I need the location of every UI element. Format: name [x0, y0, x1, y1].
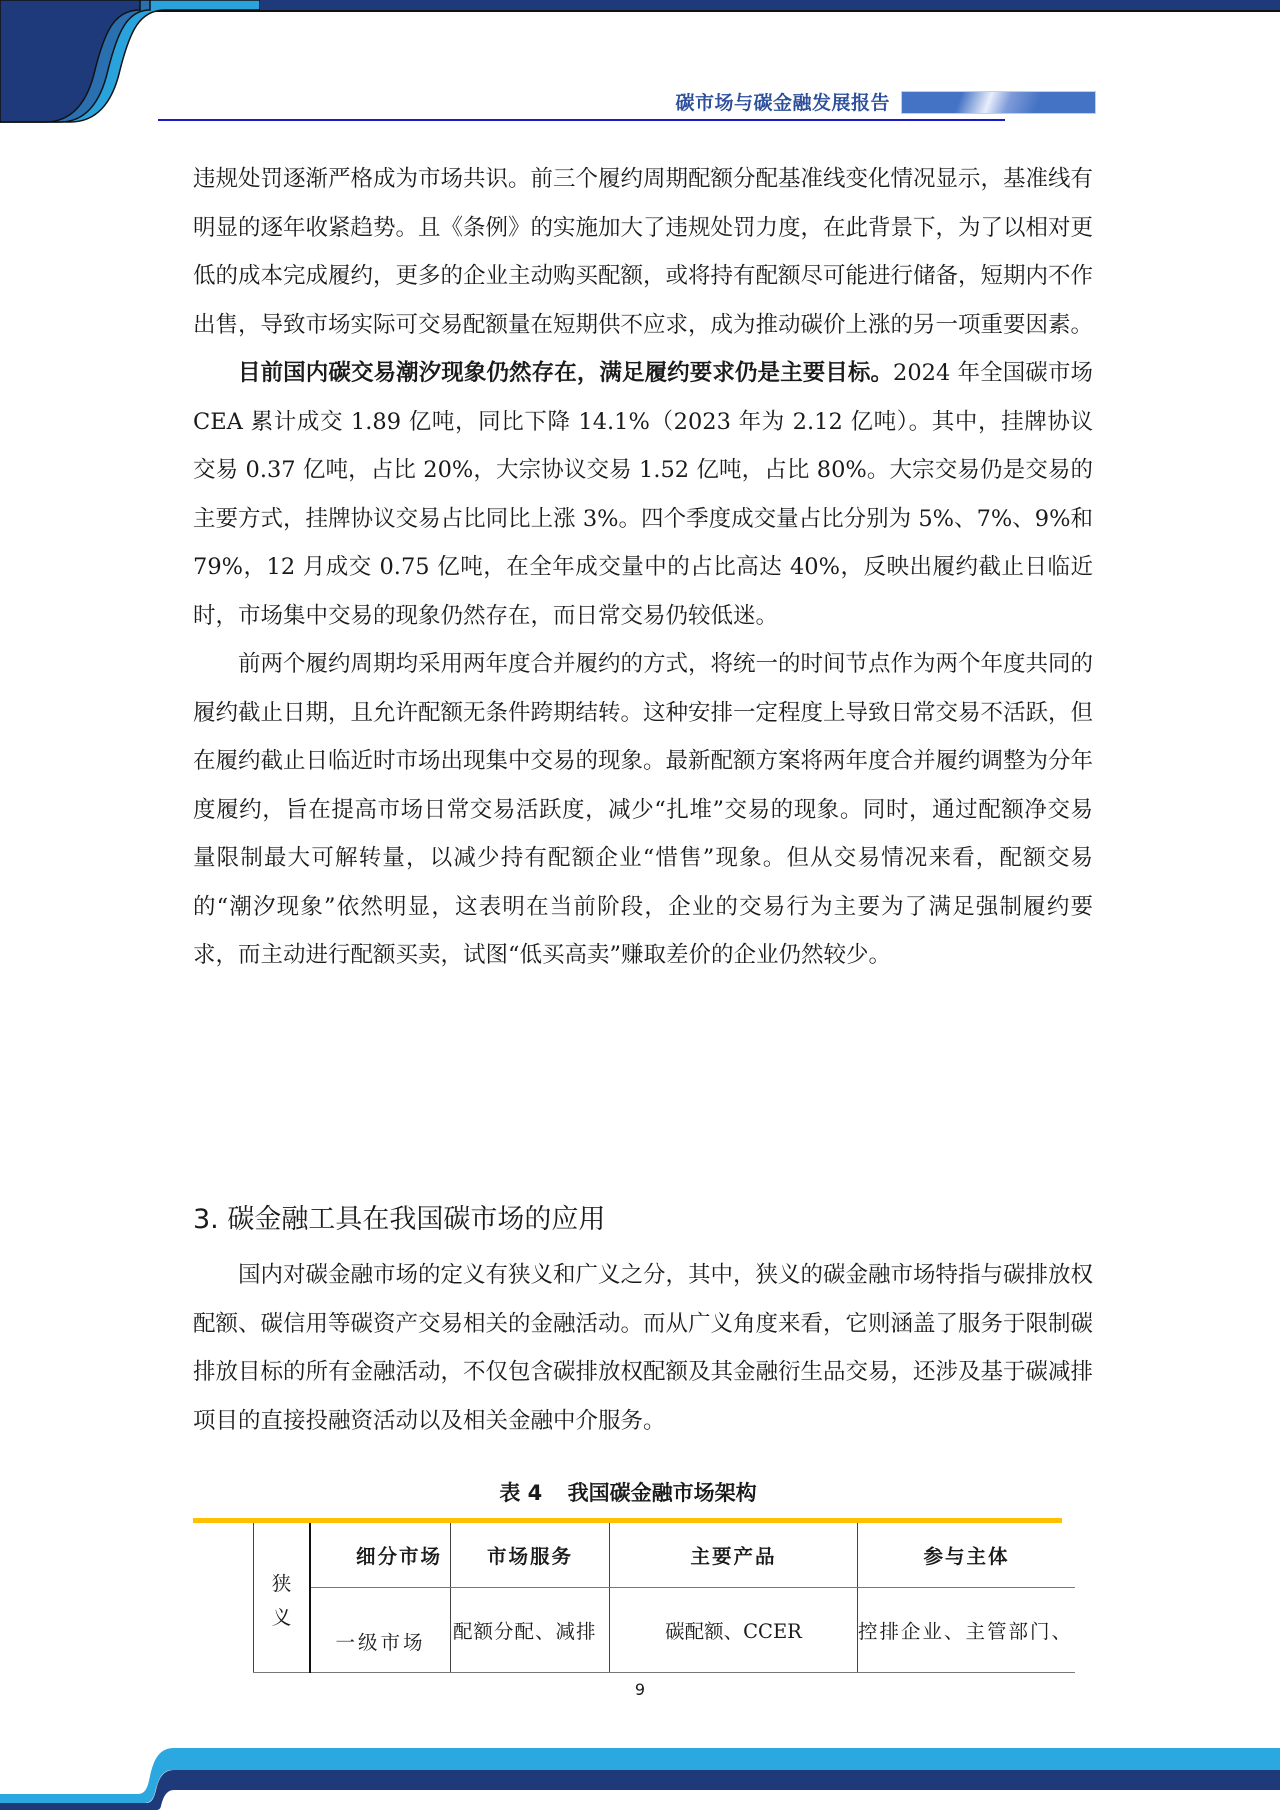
- footer-wave-decoration-icon: [0, 1740, 1280, 1810]
- table-caption: [193, 1477, 1063, 1507]
- header-segment: 细分市场: [310, 1523, 451, 1588]
- table-row: [254, 1588, 1076, 1673]
- table-caption-title: 我国碳金融市场架构: [567, 1481, 757, 1505]
- section-body: [193, 1251, 1093, 1445]
- cell-products: 碳配额、CCER: [610, 1588, 858, 1673]
- paragraph-2: [193, 349, 1093, 640]
- section-paragraph: 国内对碳金融市场的定义有狭义和广义之分，其中，狭义的碳金融市场特指与碳排放权配额、碳信用等碳资产交易相关的金融活动。而从广义角度来看，它则涵盖了服务于限制碳排放目标的所有金融活动，不仅包含碳排放权配额及其金融衍生品交易，还涉及基于碳减排项目的直接投融资活动以及相关金融中介服务。: [193, 1262, 1094, 1434]
- carbon-finance-market-table: [253, 1523, 1075, 1673]
- cell-segment: 一级市场: [310, 1588, 451, 1673]
- paragraph-2-text: 2024 年全国碳市场 CEA 累计成交 1.89 亿吨，同比下降 14.1%（2023 年为 2.12 亿吨）。其中，挂牌协议交易 0.37 亿吨，占比 20%，大宗协议交易 1.52 亿吨，占比 80%。大宗交易仍是交易的主要方式，挂牌协议交易占比同比上涨 3%。四个季度成交量占比分别为 5%、7%、9%和 79%，12 月成交 0.75 亿吨，在全年成交量中的占比高达 40%，反映出履约截止日临近时，市场集中交易的现象仍然存在，而日常交易仍较低迷。: [193, 360, 1093, 629]
- table-header-row: [254, 1523, 1076, 1588]
- header-gradient-bar: [901, 91, 1096, 114]
- section-heading: [193, 1198, 605, 1242]
- header-products: 主要产品: [610, 1523, 858, 1588]
- header-participants: 参与主体: [858, 1523, 1076, 1588]
- body-text: [193, 155, 1093, 980]
- header-service: 市场服务: [451, 1523, 610, 1588]
- paragraph-3-text: 前两个履约周期均采用两年度合并履约的方式，将统一的时间节点作为两个年度共同的履约截止日期，且允许配额无条件跨期结转。这种安排一定程度上导致日常交易不活跃，但在履约截止日临近时市场出现集中交易的现象。最新配额方案将两年度合并履约调整为分年度履约，旨在提高市场日常交易活跃度，减少“扎堆”交易的现象。同时，通过配额净交易量限制最大可解转量，以减少持有配额企业“惜售”现象。但从交易情况来看，配额交易的“潮汐现象”依然明显，这表明在当前阶段，企业的交易行为主要为了满足强制履约要求，而主动进行配额买卖，试图“低买高卖”赚取差价的企业仍然较少。: [193, 651, 1094, 968]
- scope-cell: [254, 1523, 311, 1673]
- scope-label: 狭义: [271, 1571, 292, 1629]
- page-number: 9: [634, 1680, 646, 1699]
- section-number: 3.: [193, 1204, 219, 1235]
- cell-service: 配额分配、减排: [451, 1588, 610, 1673]
- paragraph-1-text: 违规处罚逐渐严格成为市场共识。前三个履约周期配额分配基准线变化情况显示，基准线有明显的逐年收紧趋势。且《条例》的实施加大了违规处罚力度，在此背景下，为了以相对更低的成本完成履约，更多的企业主动购买配额，或将持有配额尽可能进行储备，短期内不作出售，导致市场实际可交易配额量在短期供不应求，成为推动碳价上涨的另一项重要因素。: [193, 166, 1094, 338]
- paragraph-3: [193, 640, 1093, 980]
- header-divider: [158, 119, 1005, 121]
- table-caption-number: 表 4: [499, 1481, 543, 1505]
- section-title: 碳金融工具在我国碳市场的应用: [227, 1204, 606, 1235]
- header-wave-decoration-icon: [0, 0, 260, 125]
- paragraph-2-lead: 目前国内碳交易潮汐现象仍然存在，满足履约要求仍是主要目标。: [238, 360, 894, 386]
- paragraph-1: [193, 155, 1093, 349]
- cell-participants: 控排企业、主管部门、: [858, 1588, 1076, 1673]
- report-title: 碳市场与碳金融发展报告: [675, 92, 890, 114]
